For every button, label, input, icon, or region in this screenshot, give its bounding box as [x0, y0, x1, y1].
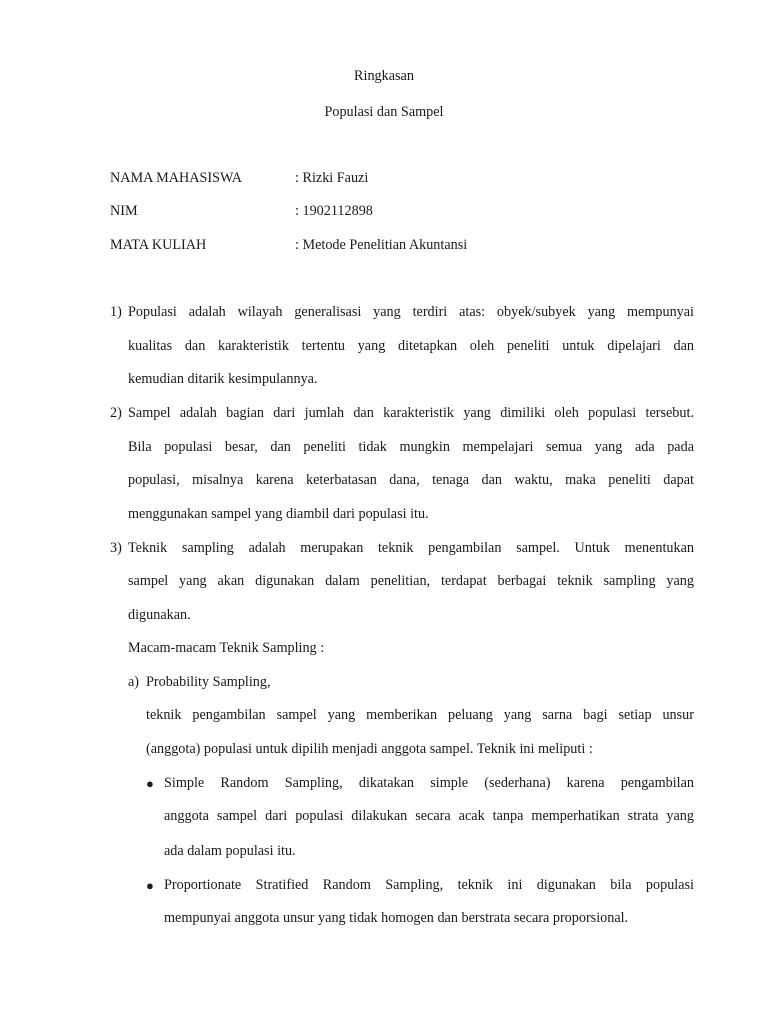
sampling-types-heading: Macam-macam Teknik Sampling : — [128, 640, 325, 656]
paragraph-line: Populasi adalah wilayah generalisasi yang terdiri atas: obyek/subyek yang mempunyai — [128, 304, 694, 320]
document-title: Ringkasan — [354, 68, 414, 84]
paragraph-line: ada dalam populasi itu. — [164, 843, 296, 859]
name-label: NAMA MAHASISWA — [110, 170, 243, 186]
paragraph-line: Teknik sampling adalah merupakan teknik pengambilan sampel. Untuk menentukan — [128, 540, 694, 556]
paragraph-line: anggota sampel dari populasi dilakukan secara acak tanpa memperhatikan strata yang — [164, 808, 694, 824]
document-subtitle: Populasi dan Sampel — [324, 104, 444, 120]
bullet-icon: ● — [146, 878, 154, 893]
paragraph-line: kemudian ditarik kesimpulannya. — [128, 371, 318, 387]
course-value: : Metode Penelitian Akuntansi — [295, 237, 468, 253]
list-number-2: 2) — [110, 405, 122, 421]
probability-sampling-title: Probability Sampling, — [146, 674, 271, 690]
paragraph-line: Sampel adalah bagian dari jumlah dan karakteristik yang dimiliki oleh populasi tersebut. — [128, 405, 694, 421]
paragraph-line: Simple Random Sampling, dikatakan simple (sederhana) karena pengambilan — [164, 775, 694, 791]
sub-list-marker-a: a) — [128, 674, 140, 690]
paragraph-line: populasi, misalnya karena keterbatasan dana, tenaga dan waktu, maka peneliti dapat — [128, 472, 694, 488]
paragraph-line: (anggota) populasi untuk dipilih menjadi anggota sampel. Teknik ini meliputi : — [146, 741, 593, 757]
paragraph-line: digunakan. — [128, 607, 191, 623]
paragraph-line: teknik pengambilan sampel yang memberikan peluang yang sarna bagi setiap unsur — [146, 707, 694, 723]
paragraph-line: Bila populasi besar, dan peneliti tidak mungkin mempelajari semua yang ada pada — [128, 439, 694, 455]
paragraph-line: menggunakan sampel yang diambil dari populasi itu. — [128, 506, 429, 522]
course-label: MATA KULIAH — [110, 237, 207, 253]
nim-label: NIM — [110, 203, 138, 219]
paragraph-line: Proportionate Stratified Random Sampling, teknik ini digunakan bila populasi — [164, 877, 694, 893]
list-number-1: 1) — [110, 304, 122, 320]
paragraph-line: kualitas dan karakteristik tertentu yang ditetapkan oleh peneliti untuk dipelajari dan — [128, 338, 694, 354]
nim-value: : 1902112898 — [295, 203, 373, 219]
bullet-icon: ● — [146, 776, 154, 791]
paragraph-line: mempunyai anggota unsur yang tidak homogen dan berstrata secara proporsional. — [164, 910, 629, 926]
list-number-3: 3) — [110, 540, 122, 556]
paragraph-line: sampel yang akan digunakan dalam penelitian, terdapat berbagai teknik sampling yang — [128, 573, 694, 589]
name-value: : Rizki Fauzi — [295, 170, 369, 186]
